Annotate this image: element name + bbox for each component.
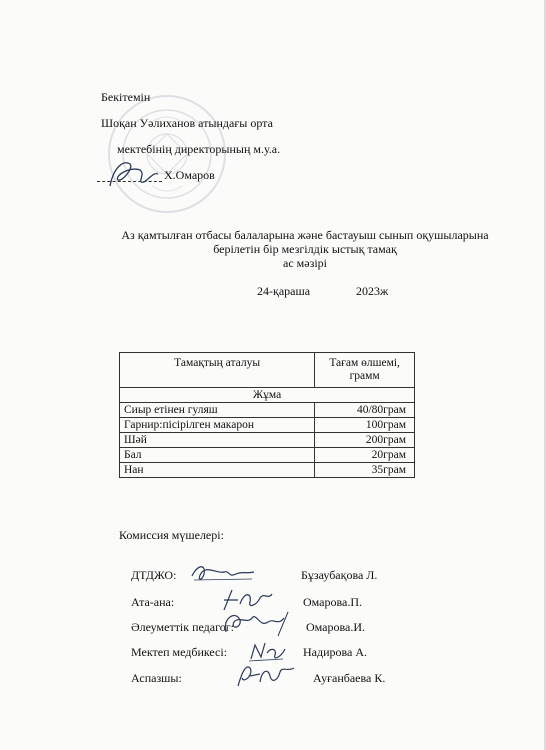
dish-amount: 40/80грам [315,403,415,418]
member-role: ДТДЖО: [131,568,177,582]
table-row [120,418,415,433]
dish-amount: 100грам [315,418,415,433]
director-signature-icon [100,156,160,190]
table-row [120,403,415,418]
menu-title-line1: Аз қамтылған отбасы балаларына және бастауыш сынып оқушыларына [121,228,489,242]
column-header-amount: Тағам өлшемі, грамм [315,353,415,388]
member-role: Аспазшы: [131,671,182,685]
director-title: мектебінің директорының м.у.а. [117,142,281,156]
day-row [120,388,415,403]
date-year: 2023ж [356,284,389,298]
school-name: Шоқан Уәлиханов атындағы орта [101,116,273,130]
dish-amount: 200грам [315,433,415,448]
member-role: Мектеп медбикесі: [131,645,228,659]
dish-name: Гарнир:пісірілген макарон [120,418,315,433]
dish-name: Бал [120,448,315,463]
dish-name: Шәй [120,433,315,448]
date-day: 24-қараша [257,284,311,298]
signature-5-icon [232,660,298,690]
member-name: Надирова А. [303,645,368,659]
director-name: Х.Омаров [164,168,215,182]
member-role: Ата-ана: [131,595,175,609]
dish-name: Сиыр етінен гуляш [120,403,315,418]
day-label: Жұма [120,388,415,403]
commission-heading: Комиссия мүшелері: [119,528,224,542]
member-name: Ауғанбаева К. [313,671,386,685]
table-row [120,463,415,478]
column-header-dish: Тамақтың аталуы [120,353,315,388]
dish-amount: 20грам [315,448,415,463]
table-row [120,433,415,448]
dish-name: Нан [120,463,315,478]
member-name: Бұзаубақова Л. [301,568,378,582]
member-role: Әлеуметтік педагог: [131,620,234,634]
table-header-row [120,353,415,388]
signature-1-icon [188,560,258,586]
menu-title-line2: берілетін бір мезгілдік ыстық тамақ [213,242,397,256]
member-name: Омарова.И. [306,620,366,634]
signature-3-icon [218,608,296,638]
menu-title-line3: ас мәзірі [283,256,327,270]
table-row [120,448,415,463]
dish-amount: 35грам [315,463,415,478]
menu-table [119,352,415,478]
member-name: Омарова.П. [303,595,363,609]
approval-label: Бекітемін [101,90,151,104]
